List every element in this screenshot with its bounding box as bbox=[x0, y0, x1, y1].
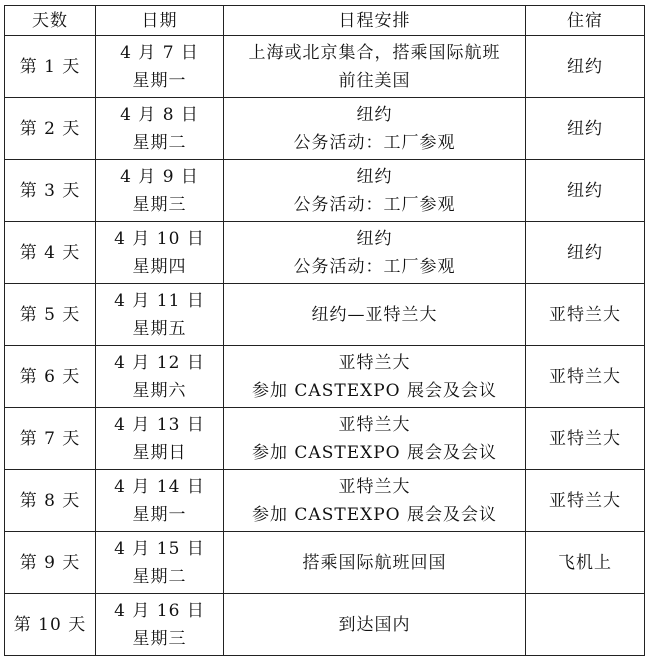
schedule-line: 前往美国 bbox=[338, 70, 411, 91]
lodging-cell bbox=[526, 594, 645, 656]
schedule-line: 公务活动：工厂参观 bbox=[293, 256, 456, 277]
schedule-cell bbox=[224, 470, 526, 532]
lodging-cell: 亚特兰大 bbox=[526, 408, 645, 470]
date-text: 4 月 11 日 bbox=[114, 290, 205, 311]
schedule-cell bbox=[224, 36, 526, 98]
schedule-line: 纽约—亚特兰大 bbox=[311, 304, 438, 325]
weekday-text: 星期三 bbox=[132, 194, 187, 215]
day-cell: 第 8 天 bbox=[5, 470, 96, 532]
weekday-text: 星期三 bbox=[132, 628, 187, 649]
table-row bbox=[5, 160, 645, 222]
lodging-cell: 纽约 bbox=[526, 98, 645, 160]
weekday-text: 星期六 bbox=[132, 380, 187, 401]
day-cell: 第 6 天 bbox=[5, 346, 96, 408]
lodging-cell: 纽约 bbox=[526, 36, 645, 98]
date-cell bbox=[96, 284, 224, 346]
schedule-line: 纽约 bbox=[356, 166, 393, 187]
date-cell bbox=[96, 408, 224, 470]
schedule-line: 参加 CASTEXPO 展会及会议 bbox=[252, 504, 497, 525]
schedule-cell bbox=[224, 98, 526, 160]
weekday-text: 星期一 bbox=[132, 504, 187, 525]
header-row bbox=[5, 6, 645, 36]
day-cell: 第 10 天 bbox=[5, 594, 96, 656]
date-text: 4 月 15 日 bbox=[114, 538, 205, 559]
day-cell: 第 3 天 bbox=[5, 160, 96, 222]
header-schedule: 日程安排 bbox=[224, 6, 526, 36]
date-text: 4 月 14 日 bbox=[114, 476, 205, 497]
schedule-cell bbox=[224, 346, 526, 408]
schedule-line: 亚特兰大 bbox=[338, 352, 411, 373]
date-cell bbox=[96, 98, 224, 160]
date-text: 4 月 8 日 bbox=[120, 104, 199, 125]
day-cell: 第 5 天 bbox=[5, 284, 96, 346]
lodging-cell: 亚特兰大 bbox=[526, 470, 645, 532]
schedule-cell bbox=[224, 284, 526, 346]
day-cell: 第 1 天 bbox=[5, 36, 96, 98]
date-text: 4 月 16 日 bbox=[114, 600, 205, 621]
weekday-text: 星期四 bbox=[132, 256, 187, 277]
schedule-line: 公务活动：工厂参观 bbox=[293, 194, 456, 215]
schedule-cell bbox=[224, 408, 526, 470]
schedule-cell bbox=[224, 222, 526, 284]
table-row bbox=[5, 222, 645, 284]
date-cell bbox=[96, 36, 224, 98]
day-cell: 第 4 天 bbox=[5, 222, 96, 284]
schedule-line: 参加 CASTEXPO 展会及会议 bbox=[252, 380, 497, 401]
schedule-line: 参加 CASTEXPO 展会及会议 bbox=[252, 442, 497, 463]
table-row bbox=[5, 532, 645, 594]
schedule-line: 亚特兰大 bbox=[338, 414, 411, 435]
weekday-text: 星期二 bbox=[132, 566, 187, 587]
date-text: 4 月 10 日 bbox=[114, 228, 205, 249]
lodging-cell: 亚特兰大 bbox=[526, 284, 645, 346]
schedule-cell bbox=[224, 532, 526, 594]
lodging-cell: 纽约 bbox=[526, 160, 645, 222]
schedule-line: 到达国内 bbox=[338, 614, 411, 635]
schedule-line: 公务活动：工厂参观 bbox=[293, 132, 456, 153]
date-cell bbox=[96, 346, 224, 408]
schedule-line: 亚特兰大 bbox=[338, 476, 411, 497]
date-text: 4 月 7 日 bbox=[120, 42, 199, 63]
schedule-line: 纽约 bbox=[356, 104, 393, 125]
day-cell: 第 9 天 bbox=[5, 532, 96, 594]
table-row bbox=[5, 98, 645, 160]
weekday-text: 星期二 bbox=[132, 132, 187, 153]
date-cell bbox=[96, 160, 224, 222]
date-cell bbox=[96, 532, 224, 594]
table-row bbox=[5, 594, 645, 656]
table-row bbox=[5, 408, 645, 470]
date-cell bbox=[96, 594, 224, 656]
day-cell: 第 2 天 bbox=[5, 98, 96, 160]
header-day: 天数 bbox=[5, 6, 96, 36]
table-row bbox=[5, 346, 645, 408]
weekday-text: 星期五 bbox=[132, 318, 187, 339]
header-date: 日期 bbox=[96, 6, 224, 36]
day-cell: 第 7 天 bbox=[5, 408, 96, 470]
lodging-cell: 纽约 bbox=[526, 222, 645, 284]
date-text: 4 月 9 日 bbox=[120, 166, 199, 187]
weekday-text: 星期日 bbox=[132, 442, 187, 463]
date-cell bbox=[96, 222, 224, 284]
itinerary-table bbox=[4, 5, 645, 656]
table-row bbox=[5, 36, 645, 98]
schedule-line: 搭乘国际航班回国 bbox=[302, 552, 447, 573]
schedule-cell bbox=[224, 594, 526, 656]
schedule-cell bbox=[224, 160, 526, 222]
schedule-line: 纽约 bbox=[356, 228, 393, 249]
header-lodging: 住宿 bbox=[526, 6, 645, 36]
date-text: 4 月 13 日 bbox=[114, 414, 205, 435]
date-cell bbox=[96, 470, 224, 532]
table-row bbox=[5, 284, 645, 346]
lodging-cell: 亚特兰大 bbox=[526, 346, 645, 408]
table-row bbox=[5, 470, 645, 532]
schedule-line: 上海或北京集合，搭乘国际航班 bbox=[248, 42, 501, 63]
lodging-cell: 飞机上 bbox=[526, 532, 645, 594]
weekday-text: 星期一 bbox=[132, 70, 187, 91]
date-text: 4 月 12 日 bbox=[114, 352, 205, 373]
